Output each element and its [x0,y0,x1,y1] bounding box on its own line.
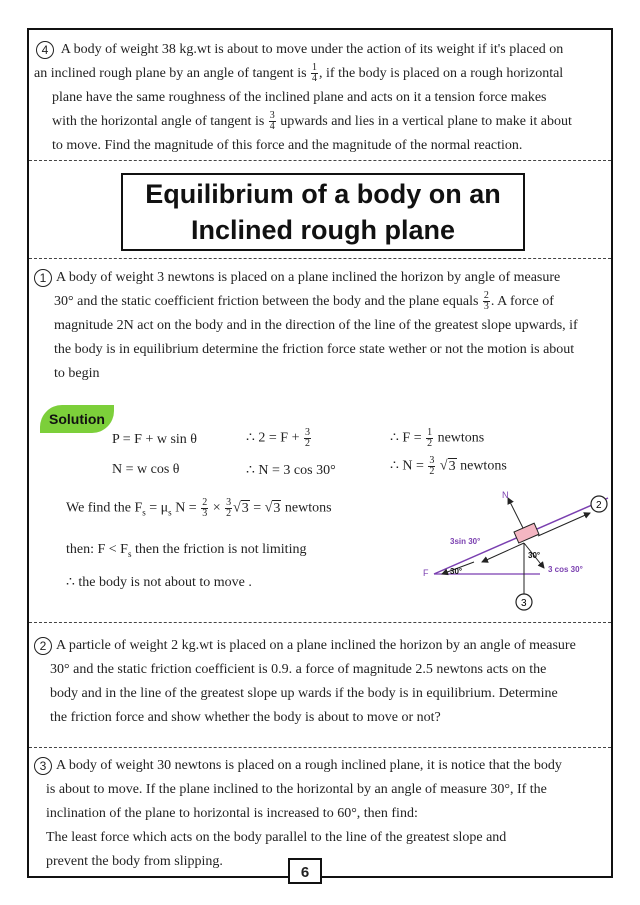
label-angle-base: 30° [450,567,463,576]
inclined-plane-diagram [410,488,620,616]
divider [29,747,611,748]
problem-2-line-2: 30° and the static friction coefficient is 0.9. a force of magnitude 2.5 newtons acts on the [50,662,547,677]
label-weight-comp: 3 cos 30° [548,565,583,574]
problem-2-line-4: the friction force and show whether the body is about to move or not? [50,710,441,725]
problem-number-badge: 3 [34,757,52,775]
divider [29,622,611,623]
problem-1 [34,266,608,386]
fraction: $\frac{2}{3}$ [483,290,489,313]
mark-3-text: 3 [521,598,527,609]
problem-number-badge: 2 [34,637,52,655]
problem-4-line-1: 4 A body of weight 38 kg.wt is about to move under the action of its weight if it's placed on [36,38,606,62]
equation: P = F + w sin θ [112,432,197,447]
problem-4 [36,38,606,158]
label-f: F [423,568,429,578]
problem-number-badge: 4 [36,41,54,59]
problem-3-line-3: inclination of the plane to horizontal is increased to 60°, then find: [46,806,418,821]
problem-3-line-2: is about to move. If the plane inclined to the horizontal by an angle of measure 30°, If the [46,782,547,797]
problem-3-line-5: prevent the body from slipping. [46,854,223,869]
problem-4-line-5: to move. Find the magnitude of this force and the magnitude of the normal reaction. [52,138,523,153]
page-number: 6 [288,858,322,884]
problem-1-line-1: 1 A body of weight 3 newtons is placed on a plane inclined the horizon by angle of measure [34,266,608,290]
equation: ∴ F = $\frac{1}{2}$ newtons [390,427,485,449]
mark-2-text: 2 [596,500,602,511]
problem-2-line-1: 2 A particle of weight 2 kg.wt is placed on a plane inclined the horizon by an angle of measure [34,634,606,658]
component-arrow-2 [482,543,524,562]
fraction: $\frac{3}{4}$ [269,110,275,133]
section-title-line-1: Equilibrium of a body on an [145,179,501,209]
problem-4-line-4: with the horizontal angle of tangent is $\frac{3}{4}$ upwards and lies in a vertical plane to make it about [52,110,572,133]
problem-1-line-3: magnitude 2N act on the body and in the direction of the line of the greatest slope upwards, if [54,318,578,333]
problem-3-line-1: 3 A body of weight 30 newtons is placed on a rough inclined plane, it is notice that the body [34,754,606,778]
problem-3 [34,754,606,874]
label-angle-box: 30° [528,551,541,560]
label-n: N [502,490,509,500]
problem-3-line-4: The least force which acts on the body parallel to the line of the greatest slope and [46,830,507,845]
problem-2 [34,634,606,730]
section-title [121,173,525,251]
equation: We find the $F_s = \mu_s$ N = $\frac{2}{3}$ × $\frac{3}{2}$ √3 = √3 newtons [66,497,332,519]
problem-number-badge: 1 [34,269,52,287]
solution-label: Solution [40,405,114,433]
equation: then: $F < F_s$ then the friction is not limiting [66,542,307,559]
divider [29,258,611,259]
problem-4-line-2: an inclined rough plane by an angle of tangent is $\frac{1}{4}$ , if the body is placed on a rough horizontal [34,62,564,85]
problem-1-line-4: the body is in equilibrium determine the friction force state wether or not the motion is about [54,342,575,357]
problem-1-line-5: to begin [54,366,100,381]
problem-2-line-3: body and in the line of the greatest slope up wards if the body is in equilibrium. Determine [50,686,558,701]
body-block [514,523,539,543]
equation: ∴ N = 3 cos 30° [246,463,336,478]
problem-1-line-2: 30° and the static coefficient friction between the body and the plane equals $\frac{2}{3}$ . A force of [54,290,554,313]
conclusion: ∴ the body is not about to move . [66,575,252,590]
fraction: $\frac{1}{4}$ [312,62,318,85]
divider [29,160,611,161]
problem-4-line-3: plane have the same roughness of the inclined plane and acts on it a tension force makes [52,90,547,105]
equation: ∴ N = $\frac{3}{2}$ √3 newtons [390,455,507,477]
equation: N = w cos θ [112,462,180,477]
label-force: 3sin 30° [450,537,481,546]
section-title-line-2: Inclined rough plane [190,215,455,245]
equation: ∴ 2 = F + $\frac{3}{2}$ [246,427,310,449]
